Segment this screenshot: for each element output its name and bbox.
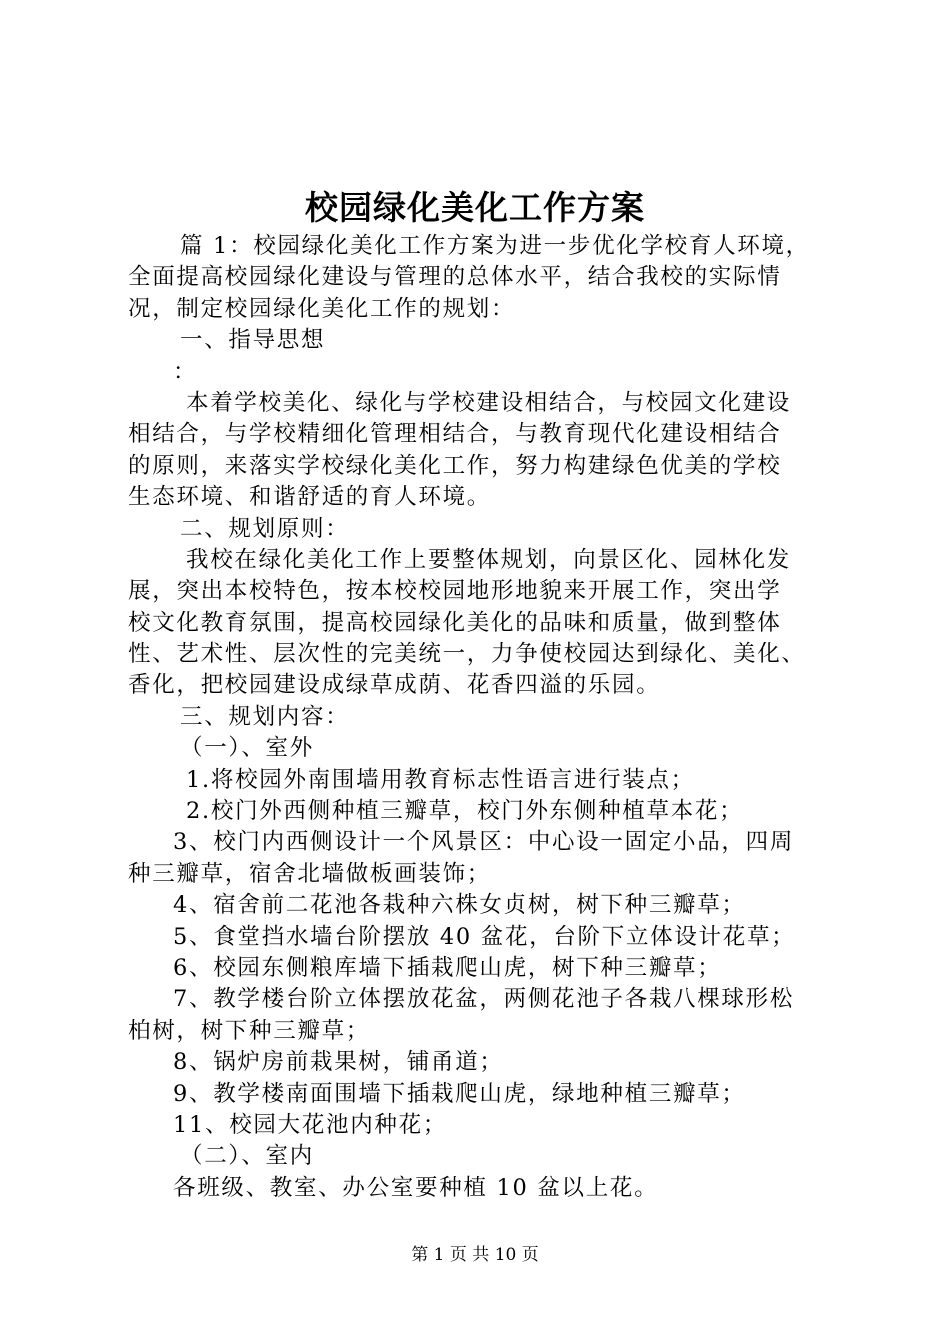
list-item: 11、校园大花池内种花； <box>173 1111 448 1138</box>
list-item-continuation: 柏树，树下种三瓣草； <box>128 1017 371 1044</box>
paragraph-line: 况，制定校园绿化美化工作的规划： <box>128 295 516 322</box>
list-item: 5、食堂挡水墙台阶摆放 40 盆花，台阶下立体设计花草； <box>173 923 796 950</box>
list-item: 2.校门外西侧种植三瓣草，校门外东侧种植草本花； <box>186 798 744 825</box>
paragraph-line: 本着学校美化、绿化与学校建设相结合，与校园文化建设 <box>186 389 792 416</box>
paragraph-line: 篇 1：校园绿化美化工作方案为进一步优化学校育人环境， <box>180 233 810 259</box>
list-item: 6、校园东侧粮库墙下插栽爬山虎，树下种三瓣草； <box>173 954 722 981</box>
section-heading: 一、指导思想 <box>180 327 326 354</box>
list-item: 7、教学楼台阶立体摆放花盆，两侧花池子各栽八棵球形松 <box>173 986 795 1013</box>
list-item: 4、宿舍前二花池各栽种六株女贞树，树下种三瓣草； <box>173 892 746 919</box>
paragraph-line: 性、艺术性、层次性的完美统一，力争使校园达到绿化、美化、 <box>128 641 806 668</box>
list-item: 3、校门内西侧设计一个风景区：中心设一固定小品，四周 <box>173 829 795 856</box>
paragraph-line: 展，突出本校特色，按本校校园地形地貌来开展工作，突出学 <box>128 578 782 605</box>
list-item: 9、教学楼南面围墙下插栽爬山虎，绿地种植三瓣草； <box>173 1080 746 1107</box>
paragraph-line: 香化，把校园建设成绿草成荫、花香四溢的乐园。 <box>128 672 661 699</box>
paragraph-line: 校文化教育氛围，提高校园绿化美化的品味和质量，做到整体 <box>128 609 782 636</box>
paragraph-line: ： <box>173 358 198 385</box>
section-heading: 三、规划内容： <box>180 703 350 730</box>
paragraph-line: 相结合，与学校精细化管理相结合，与教育现代化建设相结合 <box>128 421 782 448</box>
list-item-continuation: 种三瓣草，宿舍北墙做板画装饰； <box>128 860 492 887</box>
subsection-heading: （二）、室内 <box>180 1143 314 1170</box>
paragraph-line: 全面提高校园绿化建设与管理的总体水平，结合我校的实际情 <box>128 264 782 291</box>
paragraph-line: 的原则，来落实学校绿化美化工作，努力构建绿色优美的学校 <box>128 452 782 479</box>
subsection-heading: （一）、室外 <box>180 735 314 762</box>
list-item: 1.将校园外南围墙用教育标志性语言进行装点； <box>186 766 695 793</box>
document-body <box>128 231 830 1204</box>
page-indicator: 第 1 页 共 10 页 <box>411 1245 539 1265</box>
section-heading: 二、规划原则： <box>180 515 350 542</box>
paragraph-line: 我校在绿化美化工作上要整体规划，向景区化、园林化发 <box>186 546 792 573</box>
document-title: 校园绿化美化工作方案 <box>305 188 645 227</box>
paragraph-line: 生态环境、和谐舒适的育人环境。 <box>128 484 492 511</box>
list-item: 8、锅炉房前栽果树，铺甬道； <box>173 1049 504 1076</box>
paragraph-line: 各班级、教室、办公室要种植 10 盆以上花。 <box>173 1174 659 1201</box>
